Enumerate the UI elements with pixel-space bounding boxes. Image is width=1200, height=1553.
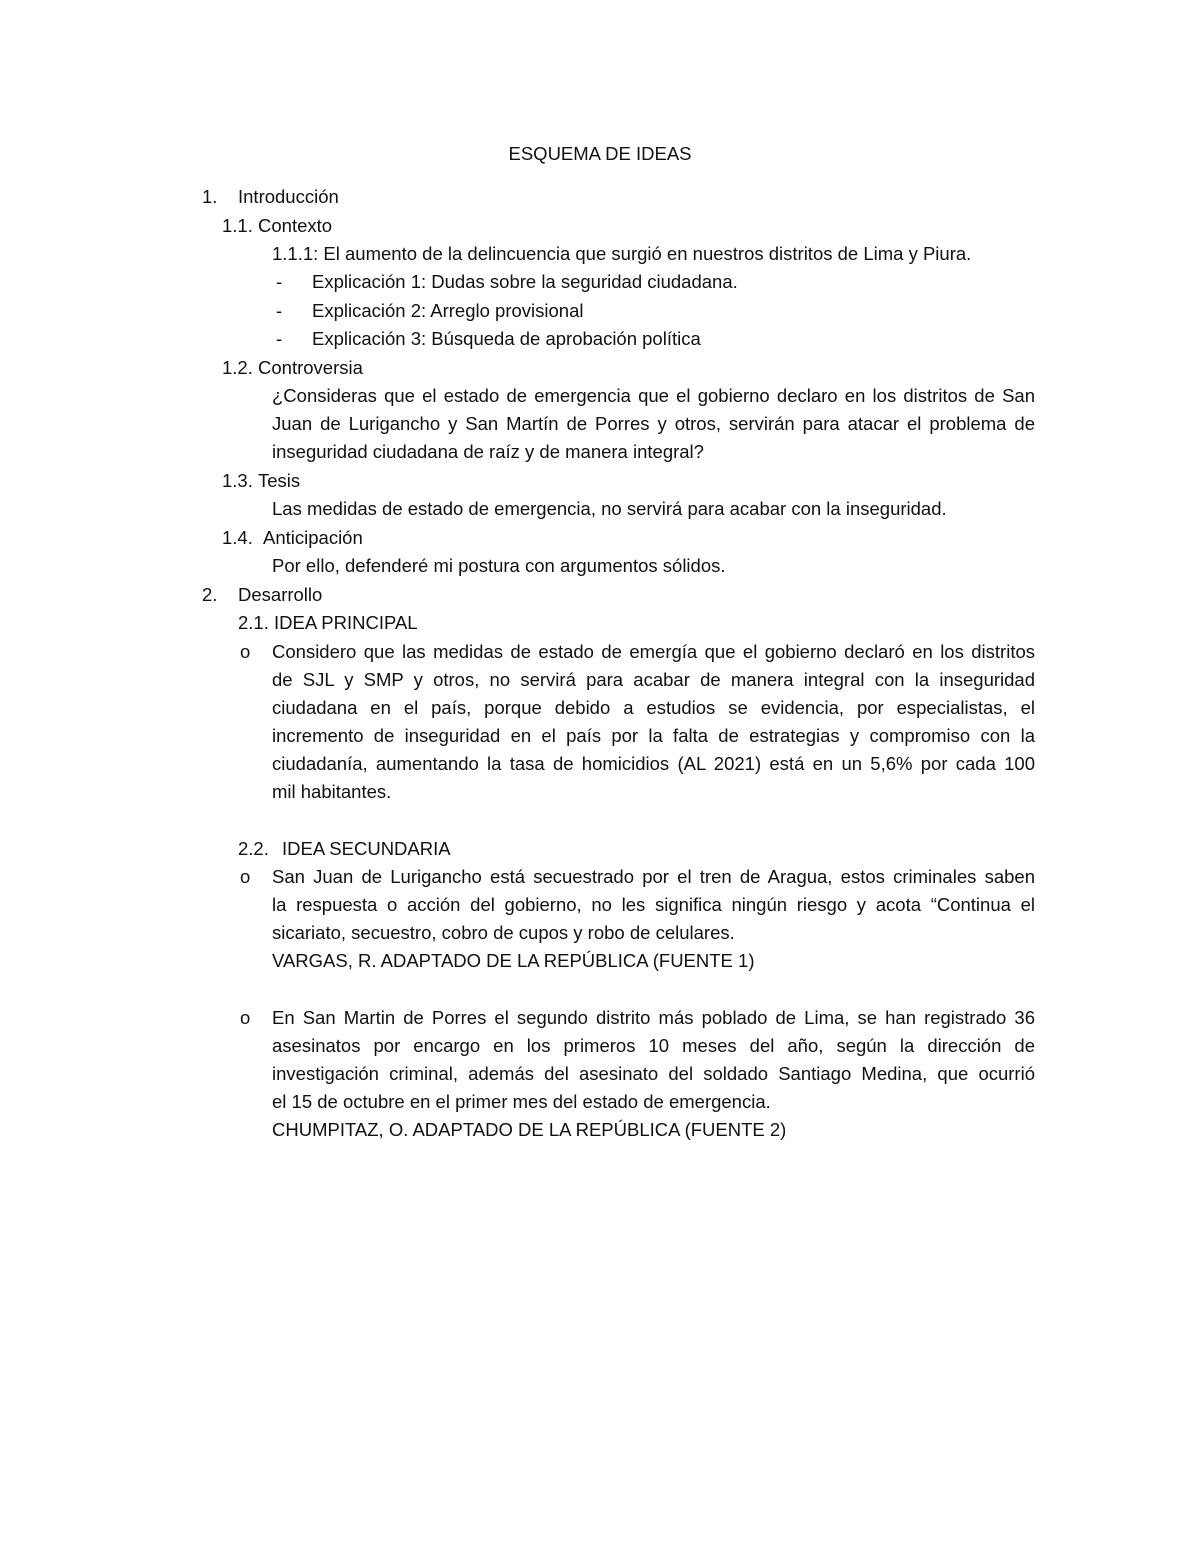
section-1-3-number: 1.3.	[222, 470, 253, 491]
bullet-marker: o	[240, 866, 251, 887]
section-2-2-number: 2.2.	[238, 838, 269, 859]
source-citation: VARGAS, R. ADAPTADO DE LA REPÚBLICA (FUENTE 1)	[272, 950, 755, 971]
bullet-marker: o	[240, 641, 251, 662]
section-1-1-heading: Contexto	[258, 215, 333, 236]
section-2-2-heading: IDEA SECUNDARIA	[282, 838, 451, 859]
explanation-2: Explicación 2: Arreglo provisional	[312, 300, 584, 321]
main-idea-line: ciudadana en el país, porque debido a estudios se evidencia, por especialistas, el	[272, 697, 1035, 718]
secondary-idea-line: sicariato, secuestro, cobro de cupos y robo de celulares.	[272, 922, 735, 943]
anticipation-text: Por ello, defenderé mi postura con argumentos sólidos.	[272, 555, 726, 576]
explanation-3: Explicación 3: Búsqueda de aprobación política	[312, 328, 701, 349]
secondary-idea-line: En San Martin de Porres el segundo distrito más poblado de Lima, se han registrado 36	[272, 1007, 1035, 1028]
section-1-2-heading: Controversia	[258, 357, 363, 378]
explanation-dash: -	[276, 328, 283, 349]
section-1-4-number: 1.4.	[222, 527, 253, 548]
controversy-line: inseguridad ciudadana de raíz y de manera integral?	[272, 441, 704, 462]
section-2-heading: Desarrollo	[238, 584, 323, 605]
secondary-idea-line: San Juan de Lurigancho está secuestrado por el tren de Aragua, estos criminales saben	[272, 866, 1035, 887]
section-1-3-heading: Tesis	[258, 470, 301, 491]
section-2-1-heading: 2.1. IDEA PRINCIPAL	[238, 612, 418, 633]
bullet-marker: o	[240, 1007, 251, 1028]
thesis-text: Las medidas de estado de emergencia, no servirá para acabar con la inseguridad.	[272, 498, 947, 519]
section-1-heading: Introducción	[238, 186, 339, 207]
secondary-idea-line: la respuesta o acción del gobierno, no les significa ningún riesgo y acota “Continua el	[272, 894, 1035, 915]
section-1-2-number: 1.2.	[222, 357, 253, 378]
explanation-dash: -	[276, 300, 283, 321]
main-idea-line: mil habitantes.	[272, 781, 392, 802]
section-1-1-number: 1.1.	[222, 215, 253, 236]
document-title: ESQUEMA DE IDEAS	[508, 143, 692, 164]
section-1-number: 1.	[202, 186, 218, 207]
context-sub-point: 1.1.1: El aumento de la delincuencia que surgió en nuestros distritos de Lima y Piura.	[272, 243, 972, 264]
controversy-line: ¿Consideras que el estado de emergencia que el gobierno declaro en los distritos de San	[272, 385, 1035, 406]
secondary-idea-line: el 15 de octubre en el primer mes del estado de emergencia.	[272, 1091, 771, 1112]
section-2-number: 2.	[202, 584, 218, 605]
explanation-dash: -	[276, 271, 283, 292]
controversy-line: Juan de Lurigancho y San Martín de Porres y otros, servirán para atacar el problema de	[272, 413, 1035, 434]
secondary-idea-line: asesinatos por encargo en los primeros 10 meses del año, según la dirección de	[272, 1035, 1035, 1056]
secondary-idea-line: investigación criminal, además del asesinato del soldado Santiago Medina, que ocurrió	[272, 1063, 1035, 1084]
source-citation: CHUMPITAZ, O. ADAPTADO DE LA REPÚBLICA (FUENTE 2)	[272, 1119, 787, 1140]
explanation-1: Explicación 1: Dudas sobre la seguridad ciudadana.	[312, 271, 738, 292]
main-idea-line: ciudadanía, aumentando la tasa de homicidios (AL 2021) está en un 5,6% por cada 100	[272, 753, 1035, 774]
main-idea-line: Considero que las medidas de estado de emergía que el gobierno declaró en los distritos	[272, 641, 1035, 662]
main-idea-line: de SJL y SMP y otros, no servirá para acabar de manera integral con la inseguridad	[272, 669, 1035, 690]
section-1-4-heading: Anticipación	[263, 527, 363, 548]
main-idea-line: incremento de inseguridad en el país por la falta de estrategias y compromiso con la	[272, 725, 1035, 746]
